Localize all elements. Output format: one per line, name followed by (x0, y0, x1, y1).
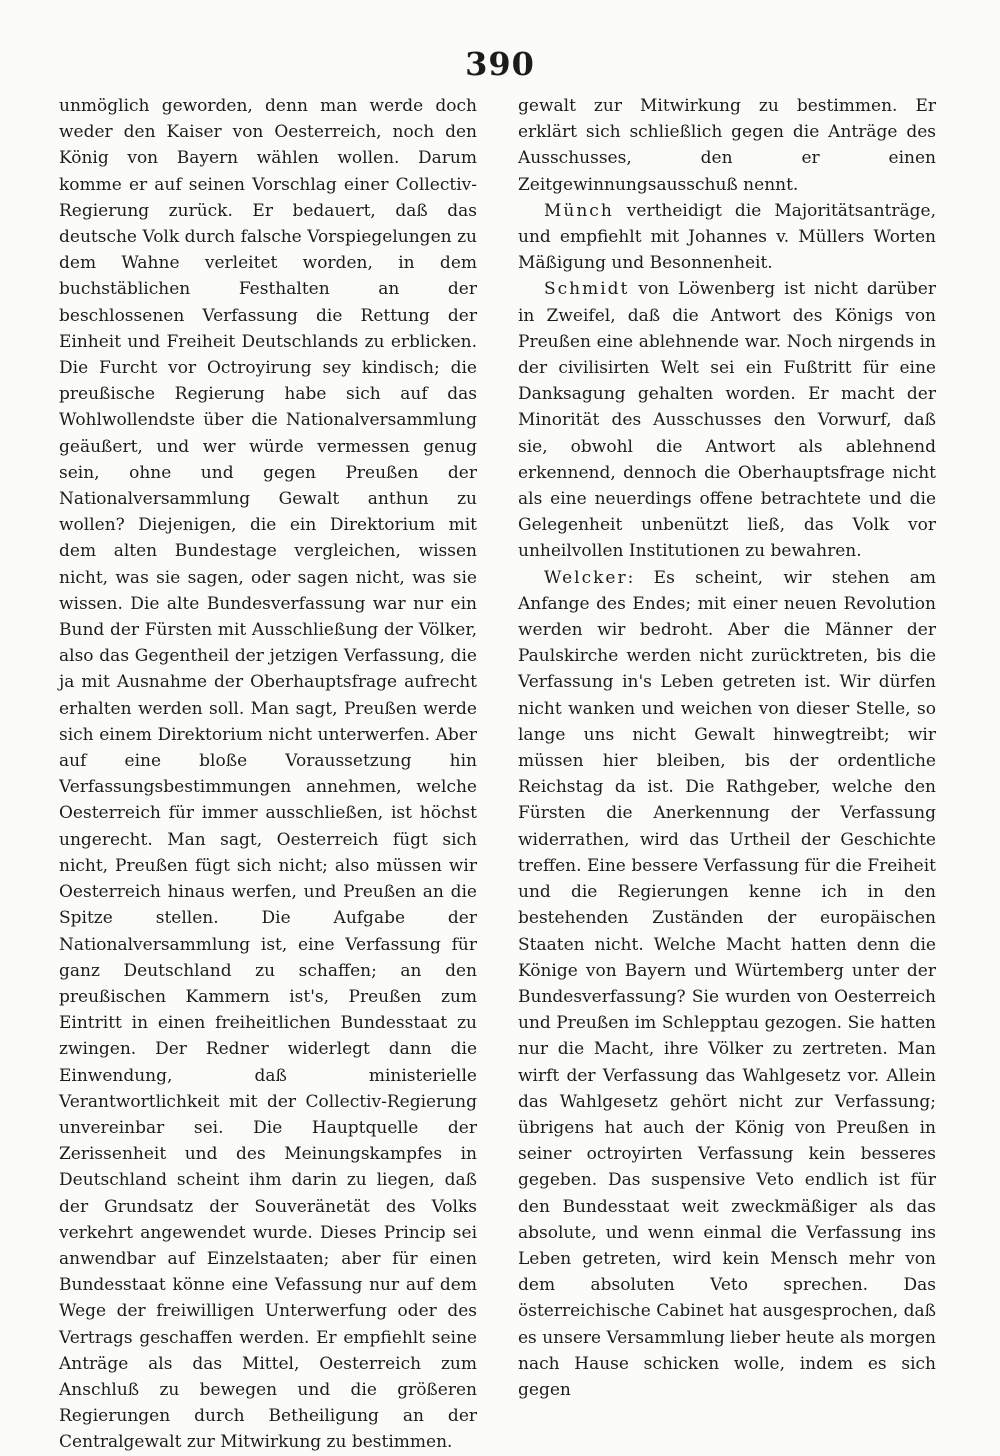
left-column (59, 93, 477, 1456)
right-paragraph-3 (518, 276, 936, 564)
speaker-name: Schmidt (544, 279, 630, 300)
paragraph-text: von Löwenberg ist nicht darüber in Zweifel, daß die Antwort des Königs von Preußen eine ablehnende war. Noch nirgends in der civilisirten Welt sei ein Fußtritt für eine Danksagung gehalten worden. Er macht der Minorität des Ausschusses den Vorwurf, daß sie, obwohl die Antwort als ablehnend erkennend, dennoch die Oberhauptsfrage nicht als eine neuerdings offene betrachtete und die Gelegenheit unbenützt ließ, das Volk vor unheilvollen Institutionen zu bewahren. (518, 279, 936, 562)
paragraph-text: vertheidigt die Majoritätsanträge, und empfiehlt mit Johannes v. Müllers Worten Mäßigung und Besonnenheit. (518, 200, 936, 274)
paragraph-text: gewalt zur Mitwirkung zu bestimmen. Er erklärt sich schließlich gegen die Anträge des Ausschusses, den er einen Zeitgewinnungsausschuß nennt. (518, 96, 936, 195)
right-column (518, 93, 936, 1403)
speaker-name: Münch (544, 200, 614, 221)
right-paragraph-1 (518, 93, 936, 198)
paragraph-text: : Es scheint, wir stehen am Anfange des Endes; mit einer neuen Revolution werden wir bedroht. Aber die Männer der Paulskirche werden nicht zurücktreten, bis die Verfassung in's Leben getreten ist. Wir dürfen nicht wanken und weichen von dieser Stelle, so lange uns nicht Gewalt hinwegtreibt; wir müssen hier bleiben, bis der ordentliche Reichstag da ist. Die Rathgeber, welche den Fürsten die Anerkennung der Verfassung widerrathen, wird das Urtheil der Geschichte treffen. Eine bessere Verfassung für die Freiheit und die Regierungen kenne ich in den bestehenden Zuständen der europäischen Staaten nicht. Welche Macht hatten denn die Könige von Bayern und Würtemberg unter der Bundesverfassung? Sie wurden von Oesterreich und Preußen im Schlepptau gezogen. Sie hatten nur die Macht, ihre Völker zu zertreten. Man wirft der Verfassung das Wahlgesetz vor. Allein das Wahlgesetz gehört nicht zur Verfassung; übrigens hat auch der König von Preußen in seiner octroyirten Verfassung kein besseres gegeben. Das suspensive Veto endlich ist für den Bundesstaat weit zweckmäßiger als das absolute, und wenn einmal die Verfassung ins Leben getreten, wird kein Mensch mehr von dem absoluten Veto sprechen. Das österreichische Cabinet hat ausgesprochen, daß es unsere Versammlung lieber heute als morgen nach Hause schicken wolle, indem es sich gegen (518, 567, 936, 1400)
right-paragraph-4 (518, 565, 936, 1404)
speaker-name: Welcker (544, 567, 628, 588)
right-paragraph-2 (518, 198, 936, 277)
left-paragraph-1: unmöglich geworden, denn man werde doch weder den Kaiser von Oesterreich, noch den König von Bayern wählen wollen. Darum komme er auf seinen Vorschlag einer Collectiv-Regierung zurück. Er bedauert, daß das deutsche Volk durch falsche Vorspiegelungen zu dem Wahne verleitet worden, in dem buchstäblichen Festhalten an der beschlossenen Verfassung die Rettung der Einheit und Freiheit Deutschlands zu erblicken. Die Furcht vor Octroyirung sey kindisch; die preußische Regierung habe sich auf das Wohlwollendste über die Nationalversammlung geäußert, und wer würde vermessen genug sein, ohne und gegen Preußen der Nationalversammlung Gewalt anthun zu wollen? Diejenigen, die ein Direktorium mit dem alten Bundestage vergleichen, wissen nicht, was sie sagen, oder sagen nicht, was sie wissen. Die alte Bundesverfassung war nur ein Bund der Fürsten mit Ausschließung der Völker, also das Gegentheil der jetzigen Verfassung, die ja mit Ausnahme der Oberhauptsfrage aufrecht erhalten werden soll. Man sagt, Preußen werde sich einem Direktorium nicht unterwerfen. Aber auf eine bloße Voraussetzung hin Verfassungsbestimmungen annehmen, welche Oesterreich für immer ausschließen, ist höchst ungerecht. Man sagt, Oesterreich fügt sich nicht, Preußen fügt sich nicht; also müssen wir Oesterreich hinaus werfen, und Preußen an die Spitze stellen. Die Aufgabe der Nationalversammlung ist, eine Verfassung für ganz Deutschland zu schaffen; an den preußischen Kammern ist's, Preußen zum Eintritt in einen freiheitlichen Bundesstaat zu zwingen. Der Redner widerlegt dann die Einwendung, daß ministerielle Verantwortlichkeit mit der Collectiv-Regierung unvereinbar sei. Die Hauptquelle der Zerissenheit und des Meinungskampfes in Deutschland scheint ihm darin zu liegen, daß der Grundsatz der Souveränetät des Volks verkehrt angewendet wurde. Dieses Princip sei anwendbar auf Einzelstaaten; aber für einen Bundesstaat könne eine Vefassung nur auf dem Wege der freiwilligen Unterwerfung oder des Vertrags geschaffen werden. Er empfiehlt seine Anträge als das Mittel, Oesterreich zum Anschluß zu bewegen und die größeren Regierungen durch Betheiligung an der Centralgewalt zur Mitwirkung zu bestimmen. (59, 96, 477, 1453)
page-number: 390 (465, 45, 535, 83)
